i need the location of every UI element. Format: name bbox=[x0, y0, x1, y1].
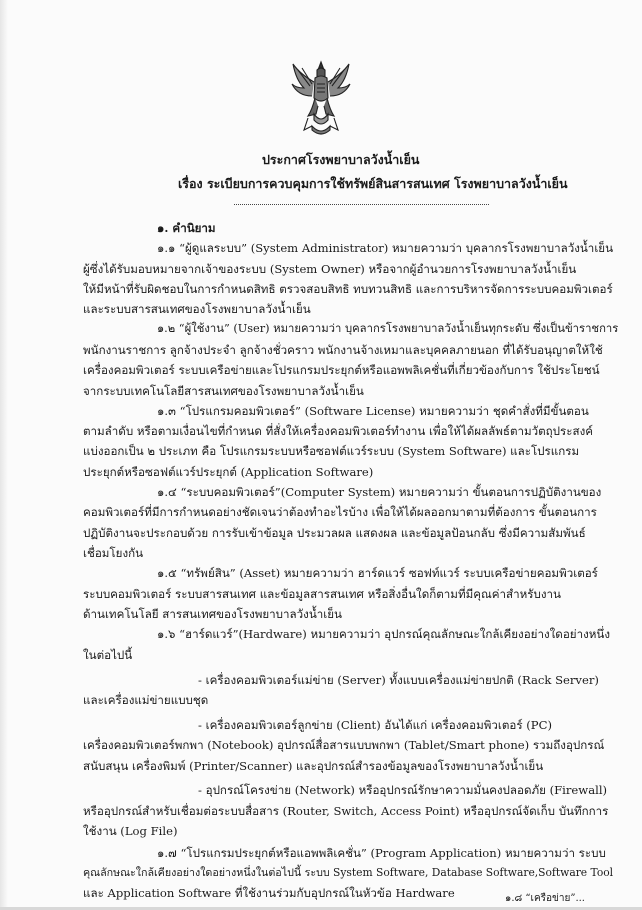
text-line: ให้มีหน้าที่รับผิดชอบในการกำหนดสิทธิ ตรวจสอบสิทธิ ทบทวนสิทธิ และการบริหารจัดการระบบคอมพิวเตอร์ bbox=[83, 282, 613, 296]
text-line: ๑.๓ “โปรแกรมคอมพิวเตอร์” (Software License) หมายความว่า ชุดคำสั่งที่มีขั้นตอน bbox=[157, 404, 589, 418]
text-line: แบ่งออกเป็น ๒ ประเภท คือ โปรแกรมระบบหรือซอฟต์แวร์ระบบ (System Software) และโปรแกรม bbox=[83, 444, 580, 458]
text-line: คอมพิวเตอร์ที่มีการกำหนดอย่างชัดเจนว่าต้องทำอะไรบ้าง เพื่อให้ได้ผลออกมาตามที่ต้องการ ขั้นตอนการ bbox=[83, 505, 597, 519]
text-line: ประยุกต์หรือซอฟต์แวร์ประยุกต์ (Application Software) bbox=[83, 465, 374, 479]
text-line: ใช้งาน (Log File) bbox=[83, 824, 178, 838]
text-line: ๑.๒ “ผู้ใช้งาน” (User) หมายความว่า บุคลากรโรงพยาบาลวังน้ำเย็นทุกระดับ ซึ่งเป็นข้าราชการ bbox=[157, 322, 619, 335]
text-line: เชื่อมโยงกัน bbox=[83, 546, 144, 560]
text-line: ตามลำดับ หรือตามเงื่อนไขที่กำหนด ที่สั่งให้เครื่องคอมพิวเตอร์ทำงาน เพื่อให้ได้ผลลัพธ์ตามวัตถุประสงค์ bbox=[83, 424, 593, 438]
text-line: ๑.๑ “ผู้ดูแลระบบ” (System Administrator) หมายความว่า บุคลากรโรงพยาบาลวังน้ำเย็น bbox=[157, 241, 614, 255]
text-line: ๑.๖ “ฮาร์ดแวร์”(Hardware) หมายความว่า อุปกรณ์คุณลักษณะใกล้เคียงอย่างใดอย่างหนึ่ง bbox=[157, 627, 610, 641]
text-line: และ Application Software ที่ใช้งานร่วมกับอุปกรณ์ในหัวข้อ Hardware bbox=[83, 886, 455, 900]
text-line: ๑.๔ “ระบบคอมพิวเตอร์”(Computer System) หมายความว่า ขั้นตอนการปฏิบัติงานของ bbox=[157, 485, 602, 499]
footer-continuation: ๑.๘ “เครือข่าย”... bbox=[505, 893, 585, 904]
text-line: - อุปกรณ์โครงข่าย (Network) หรืออุปกรณ์รักษาความมั่นคงปลอดภัย (Firewall) bbox=[198, 783, 608, 797]
text-line: ๑.๗ “โปรแกรมประยุกต์หรือแอพพลิเคชั่น” (Program Application) หมายความว่า ระบบ bbox=[157, 846, 606, 860]
text-line: และระบบสารสนเทศของโรงพยาบาลวังน้ำเย็น bbox=[83, 302, 311, 316]
text-line: ๑.๕ “ทรัพย์สิน” (Asset) หมายความว่า ฮาร์ดแวร์ ซอฟท์แวร์ ระบบเครือข่ายคอมพิวเตอร์ bbox=[157, 566, 598, 580]
text-line: ผู้ซึ่งได้รับมอบหมายจากเจ้าของระบบ (System Owner) หรือจากผู้อำนวยการโรงพยาบาลวังน้ำเย็น bbox=[83, 262, 577, 276]
text-line: ปฏิบัติงานจะประกอบด้วย การรับเข้าข้อมูล ประมวลผล แสดงผล และข้อมูลป้อนกลับ ซึ่งมีความสัมพันธ์ bbox=[83, 526, 586, 540]
scan-edge bbox=[0, 0, 8, 910]
page-title: ประกาศโรงพยาบาลวังน้ำเย็น bbox=[262, 152, 420, 167]
text-line: เครื่องคอมพิวเตอร์ ระบบเครือข่ายและโปรแกรมประยุกต์หรือแอพพลิเคชั่นที่เกี่ยวข้องกับการ ใช้ประโยชน์ bbox=[83, 363, 600, 377]
text-line: สนับสนุน เครื่องพิมพ์ (Printer/Scanner) และอุปกรณ์สำรองข้อมูลของโรงพยาบาลวังน้ำเย็น bbox=[83, 759, 544, 773]
text-line: ในต่อไปนี้ bbox=[83, 648, 133, 662]
text-line: พนักงานราชการ ลูกจ้างประจำ ลูกจ้างชั่วคราว พนักงานจ้างเหมาและบุคคลภายนอก ที่ได้รับอนุญาตให้ใช้ bbox=[83, 343, 603, 357]
dotted-divider bbox=[234, 204, 489, 205]
text-line: คุณลักษณะใกล้เคียงอย่างใดอย่างหนึ่งในต่อไปนี้ ระบบ System Software, Database Software,Software Tool bbox=[83, 866, 614, 879]
document-subject: เรื่อง ระเบียบการควบคุมการใช้ทรัพย์สินสารสนเทศ โรงพยาบาลวังน้ำเย็น bbox=[178, 176, 568, 191]
garuda-emblem-icon bbox=[290, 58, 352, 140]
text-line: ด้านเทคโนโลยี สารสนเทศของโรงพยาบาลวังน้ำเย็น bbox=[83, 607, 342, 621]
text-line: ระบบคอมพิวเตอร์ ระบบสารสนเทศ และข้อมูลสารสนเทศ หรือสิ่งอื่นใดก็ตามที่มีคุณค่าสำหรับงาน bbox=[83, 587, 561, 601]
text-line: - เครื่องคอมพิวเตอร์แม่ข่าย (Server) ทั้งแบบเครื่องแม่ข่ายปกติ (Rack Server) bbox=[198, 673, 599, 687]
text-line: เครื่องคอมพิวเตอร์พกพา (Notebook) อุปกรณ์สื่อสารแบบพกพา (Tablet/Smart phone) รวมถึงอุปกรณ์ bbox=[83, 738, 605, 752]
text-line: และเครื่องแม่ข่ายแบบชุด bbox=[83, 693, 209, 707]
text-line: หรืออุปกรณ์สำหรับเชื่อมต่อระบบสื่อสาร (Router, Switch, Access Point) หรืออุปกรณ์จัดเก็บ บันทึกการ bbox=[83, 804, 609, 818]
text-line: - เครื่องคอมพิวเตอร์ลูกข่าย (Client) อันได้แก่ เครื่องคอมพิวเตอร์ (PC) bbox=[198, 718, 553, 732]
section-heading: ๑. คำนิยาม bbox=[157, 221, 216, 235]
text-line: จากระบบเทคโนโลยีสารสนเทศของโรงพยาบาลวังน้ำเย็น bbox=[83, 384, 364, 398]
